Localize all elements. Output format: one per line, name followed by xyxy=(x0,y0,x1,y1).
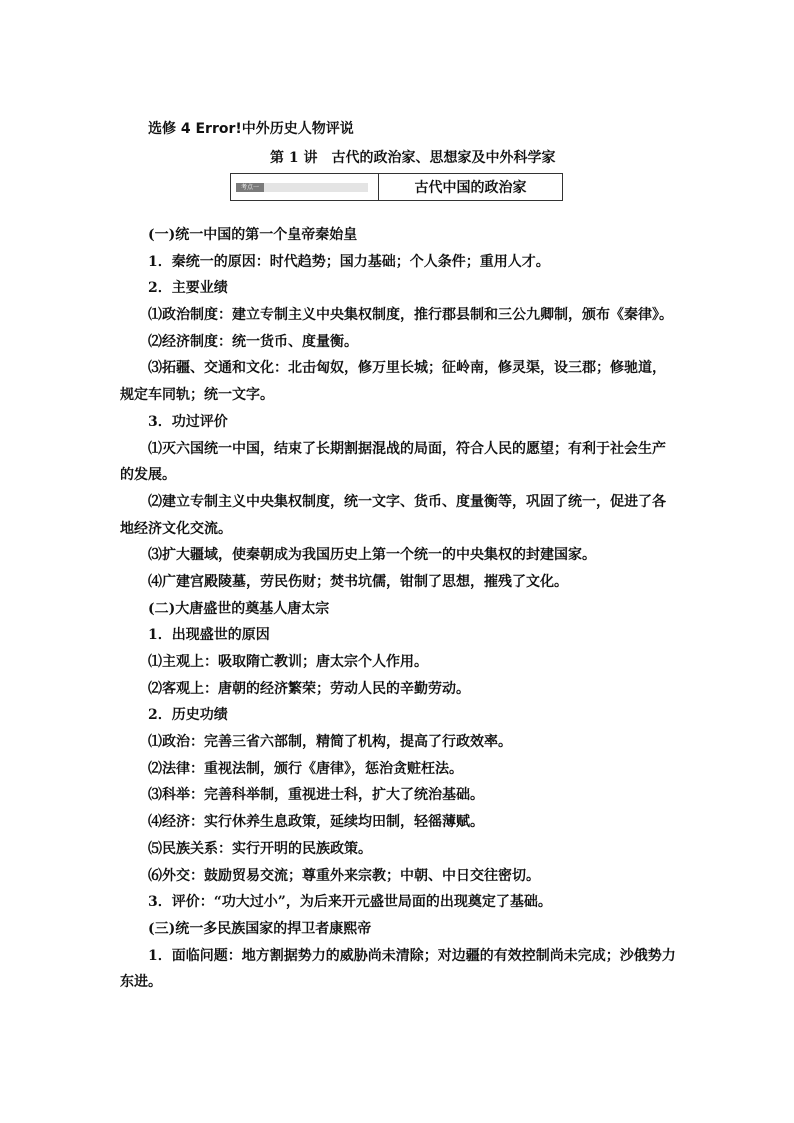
list-item-text: ⑵建立专制主义中央集权制度，统一文字、货币、度量衡等，巩固了统一，促进了各 xyxy=(148,493,666,510)
subsection-heading: 1．出现盛世的原因 xyxy=(148,627,270,644)
list-item-continuation: 的发展。 xyxy=(120,467,176,484)
topic-header-box xyxy=(230,173,563,201)
topic-title: 古代中国的政治家 xyxy=(414,180,527,196)
list-item: ⑵法律：重视法制，颁行《唐律》，惩治贪赃枉法。 xyxy=(148,760,463,777)
list-item: ⑵客观上：唐朝的经济繁荣；劳动人民的辛勤劳动。 xyxy=(148,680,470,697)
list-item-continuation: 规定车同轨；统一文字。 xyxy=(120,387,274,404)
subsection-item: 3．评价：“功大过小”，为后来开元盛世局面的出现奠定了基础。 xyxy=(148,894,552,911)
list-item xyxy=(120,359,680,404)
list-item: ⑸民族关系：实行开明的民族政策。 xyxy=(148,840,372,857)
list-item: ⑷广建宫殿陵墓，劳民伤财；焚书坑儒，钳制了思想，摧残了文化。 xyxy=(148,573,568,590)
lecture-title: 第 1 讲 古代的政治家、思想家及中外科学家 xyxy=(270,150,556,166)
section-heading: (三)统一多民族国家的捍卫者康熙帝 xyxy=(148,920,372,937)
list-item-text: ⑴灭六国统一中国，结束了长期割据混战的局面，符合人民的愿望；有利于社会生产 xyxy=(148,440,666,457)
topic-tag-cell xyxy=(231,174,379,200)
list-item-text: ⑶拓疆、交通和文化：北击匈奴，修万里长城；征岭南，修灵渠，设三郡；修驰道， xyxy=(148,360,666,377)
list-item: ⑵经济制度：统一货币、度量衡。 xyxy=(148,333,358,350)
list-item xyxy=(120,440,680,485)
list-item: ⑹外交：鼓励贸易交流；尊重外来宗教；中朝、中日交往密切。 xyxy=(148,867,540,884)
list-item: ⑶科举：完善科举制，重视进士科，扩大了统治基础。 xyxy=(148,787,484,804)
subsection-heading: 2．主要业绩 xyxy=(148,280,228,297)
list-item-text: 1．面临问题：地方割据势力的威胁尚未清除；对边疆的有效控制尚未完成；沙俄势力 xyxy=(148,947,676,964)
topic-tag-label: 考点一 xyxy=(236,183,264,192)
subsection-heading: 2．历史功绩 xyxy=(148,707,228,724)
subsection-heading: 3．功过评价 xyxy=(148,413,228,430)
list-item-continuation: 东进。 xyxy=(120,974,162,991)
list-item: ⑴政治制度：建立专制主义中央集权制度，推行郡县制和三公九卿制，颁布《秦律》。 xyxy=(148,307,673,324)
list-item xyxy=(120,493,680,538)
list-item: ⑴主观上：吸取隋亡教训；唐太宗个人作用。 xyxy=(148,654,428,670)
list-item: ⑶扩大疆域，使秦朝成为我国历史上第一个统一的中央集权的封建国家。 xyxy=(148,547,596,564)
module-heading: 选修 4 Error!中外历史人物评说 xyxy=(148,121,354,137)
section-heading: (二)大唐盛世的奠基人唐太宗 xyxy=(148,600,330,617)
document-body xyxy=(120,226,680,1000)
section-heading: (一)统一中国的第一个皇帝秦始皇 xyxy=(148,227,358,243)
list-item xyxy=(120,947,680,992)
subsection-item: 1．秦统一的原因：时代趋势；国力基础；个人条件；重用人才。 xyxy=(148,253,550,270)
list-item-continuation: 地经济文化交流。 xyxy=(120,520,232,537)
list-item: ⑷经济：实行休养生息政策，延续均田制，轻徭薄赋。 xyxy=(148,814,484,831)
list-item: ⑴政治：完善三省六部制，精简了机构，提高了行政效率。 xyxy=(148,734,512,751)
topic-tag-bar xyxy=(264,183,368,192)
